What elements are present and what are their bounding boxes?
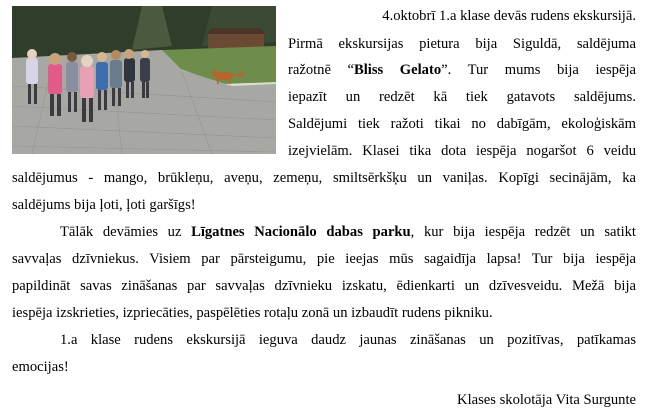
excursion-photo: [12, 6, 276, 154]
paragraph1-line3-pre: ražotnē “: [288, 62, 355, 78]
paragraph2-line1-post: , kur bija iespēja redzēt un satikt: [410, 224, 636, 240]
paragraph1-line6: izejvielām. Klasei tika dota iespēja nogaršot 6 veidu: [288, 143, 636, 159]
teacher-signature: Klases skolotāja Vita Surgunte: [457, 392, 636, 408]
paragraph1-line8: saldējums bija ļoti, ļoti garšīgs!: [12, 197, 196, 213]
paragraph1-line3-post: ”. Tur mums bija iespēja: [441, 62, 636, 78]
paragraph2-line3: papildināt savas zināšanas par savvaļas dzīvnieku izskatu, ēdienkarti un dzīvesveidu. Mežā bija: [12, 278, 636, 294]
paragraph1-line7: saldējumus - mango, brūkleņu, aveņu, zemeņu, smiltsērkšķu un vaniļas. Kopīgi secinājām, ka: [12, 170, 636, 186]
paragraph3-line2: emocijas!: [12, 359, 69, 375]
paragraph1-line2: Pirmā ekskursijas pietura bija Siguldā, saldējuma: [288, 36, 636, 52]
paragraph2-line1: [60, 223, 636, 241]
paragraph1-line3: [288, 61, 636, 79]
paragraph1-line5: Saldējumi tiek ražoti tikai no dabīgām, ekoloģiskām: [288, 116, 636, 132]
ligatne-park-name: Līgatnes Nacionālo dabas parku: [191, 224, 411, 240]
paragraph2-line2: savvaļas dzīvniekus. Visiem par pārsteigumu, pie ieejas mūs sagaidīja lapsa! Tur bija iespēja: [12, 251, 636, 267]
paragraph1-line4: iepazīt un redzēt kā tiek gatavots saldējums.: [288, 89, 636, 105]
paragraph3-line1: 1.a klase rudens ekskursijā ieguva daudz jaunas zināšanas un pozitīvas, patīkamas: [60, 332, 636, 348]
paragraph1-line1: 4.oktobrī 1.a klase devās rudens ekskursijā.: [382, 8, 636, 24]
paragraph2-line1-pre: Tālāk devāmies uz: [60, 224, 192, 240]
bliss-gelato-name: Bliss Gelato: [354, 62, 442, 78]
paragraph2-line4: iespēja izskrieties, izpriecāties, paspēlēties rotaļu zonā un izbaudīt rudens pikniku.: [12, 305, 493, 321]
